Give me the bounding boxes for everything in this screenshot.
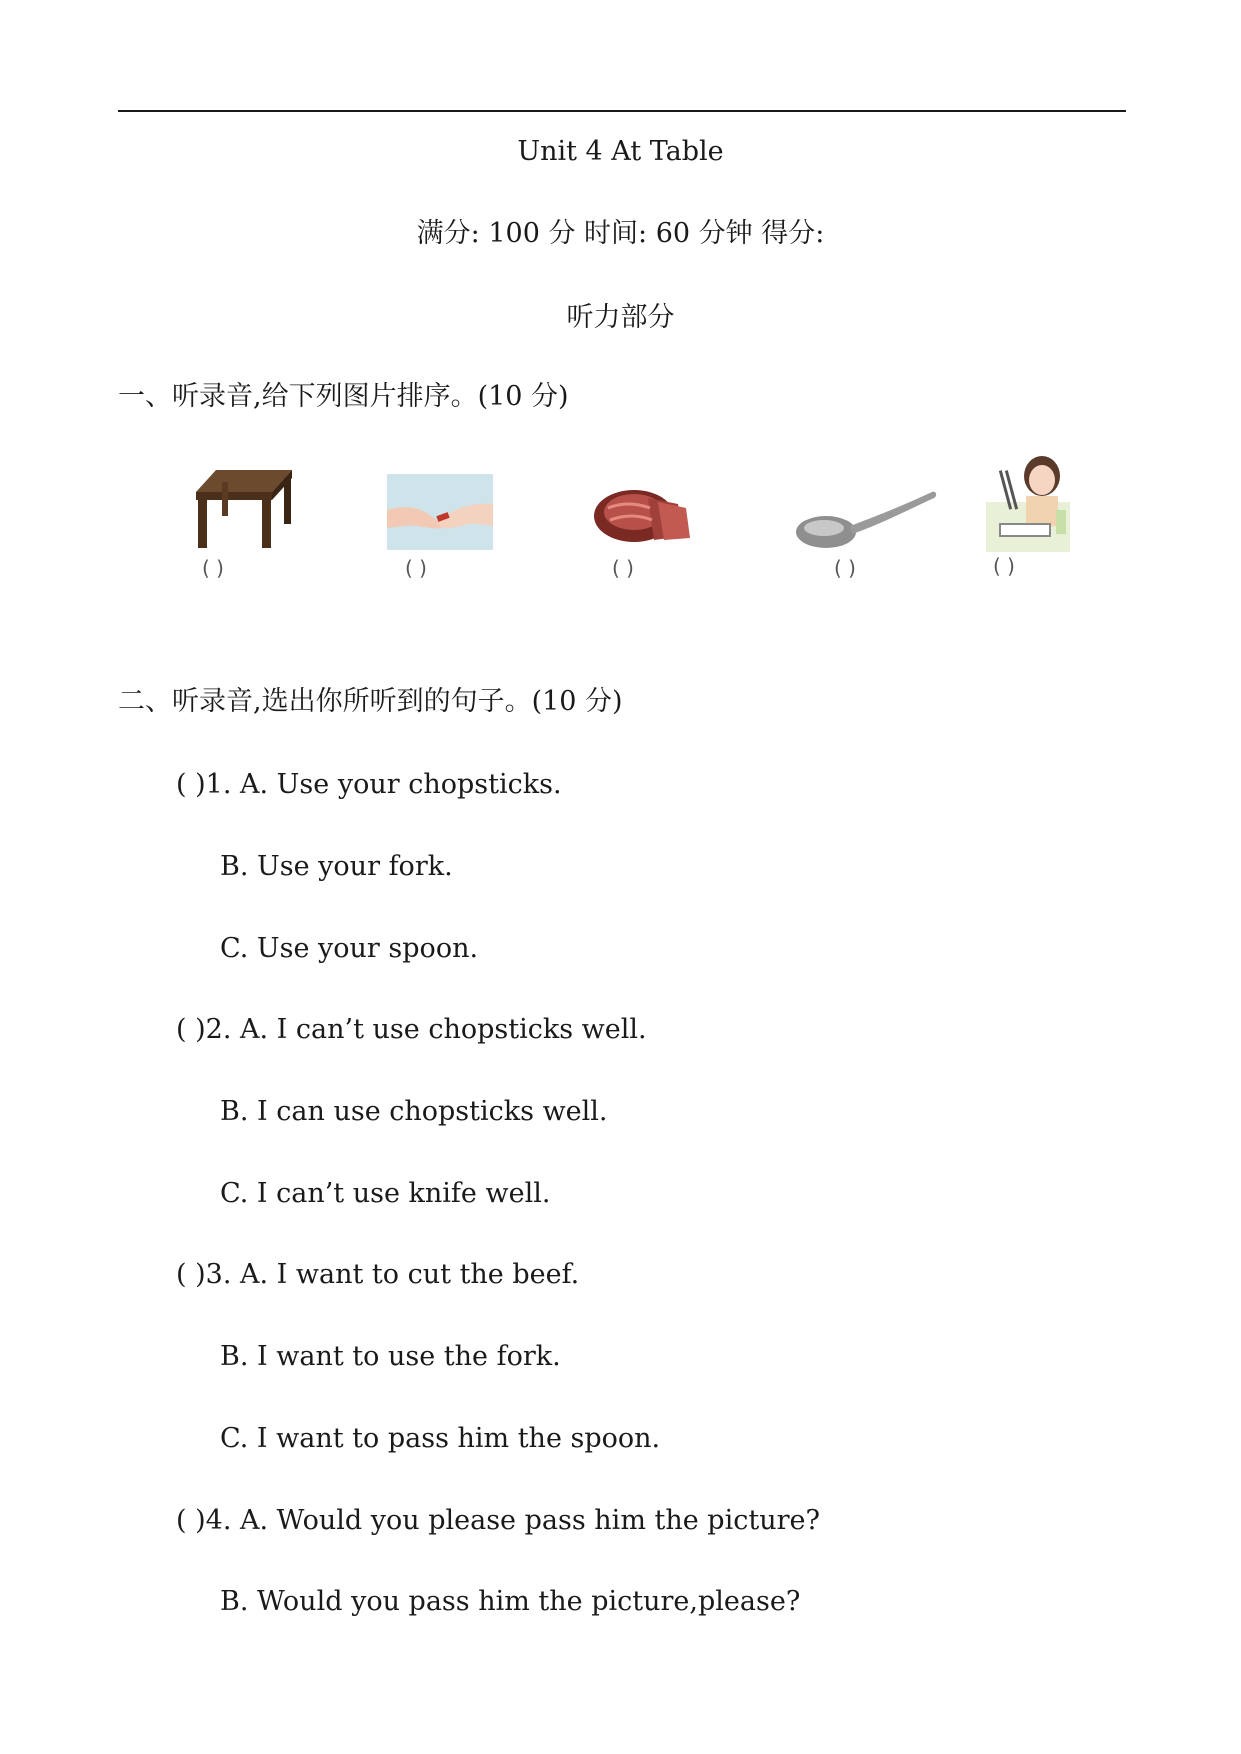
table-icon: [188, 462, 296, 550]
page-title: Unit 4 At Table: [517, 136, 724, 167]
question-1-option-c: C. Use your spoon.: [220, 933, 479, 964]
picture-blank-4[interactable]: ( ): [834, 556, 856, 580]
girl-with-chopsticks-icon: [986, 448, 1070, 552]
question-4-stem: ( )4. A. Would you please pass him the picture?: [176, 1505, 820, 1536]
top-rule: [118, 110, 1126, 112]
question-2-option-b: B. I can use chopsticks well.: [220, 1096, 608, 1127]
question-3-option-c: C. I want to pass him the spoon.: [220, 1423, 661, 1454]
picture-blank-2[interactable]: ( ): [405, 556, 427, 580]
question-2-option-c: C. I can’t use knife well.: [220, 1178, 551, 1209]
part2-heading: 二、听录音,选出你所听到的句子。(10 分): [118, 686, 623, 717]
picture-blank-1[interactable]: ( ): [202, 556, 224, 580]
question-4-option-b: B. Would you pass him the picture,please?: [220, 1586, 801, 1617]
part1-heading: 一、听录音,给下列图片排序。(10 分): [118, 381, 569, 412]
section-label: 听力部分: [566, 302, 675, 333]
question-1-stem: ( )1. A. Use your chopsticks.: [176, 769, 562, 800]
picture-blank-3[interactable]: ( ): [612, 556, 634, 580]
score-line: 满分: 100 分 时间: 60 分钟 得分:: [416, 218, 825, 249]
spoon-icon: [792, 482, 940, 554]
question-3-option-b: B. I want to use the fork.: [220, 1341, 561, 1372]
question-1-option-b: B. Use your fork.: [220, 851, 453, 882]
question-2-stem: ( )2. A. I can’t use chopsticks well.: [176, 1014, 647, 1045]
beef-icon: [588, 478, 694, 550]
question-3-stem: ( )3. A. I want to cut the beef.: [176, 1259, 580, 1290]
picture-blank-5[interactable]: ( ): [993, 554, 1015, 578]
passing-hands-icon: [387, 474, 493, 550]
